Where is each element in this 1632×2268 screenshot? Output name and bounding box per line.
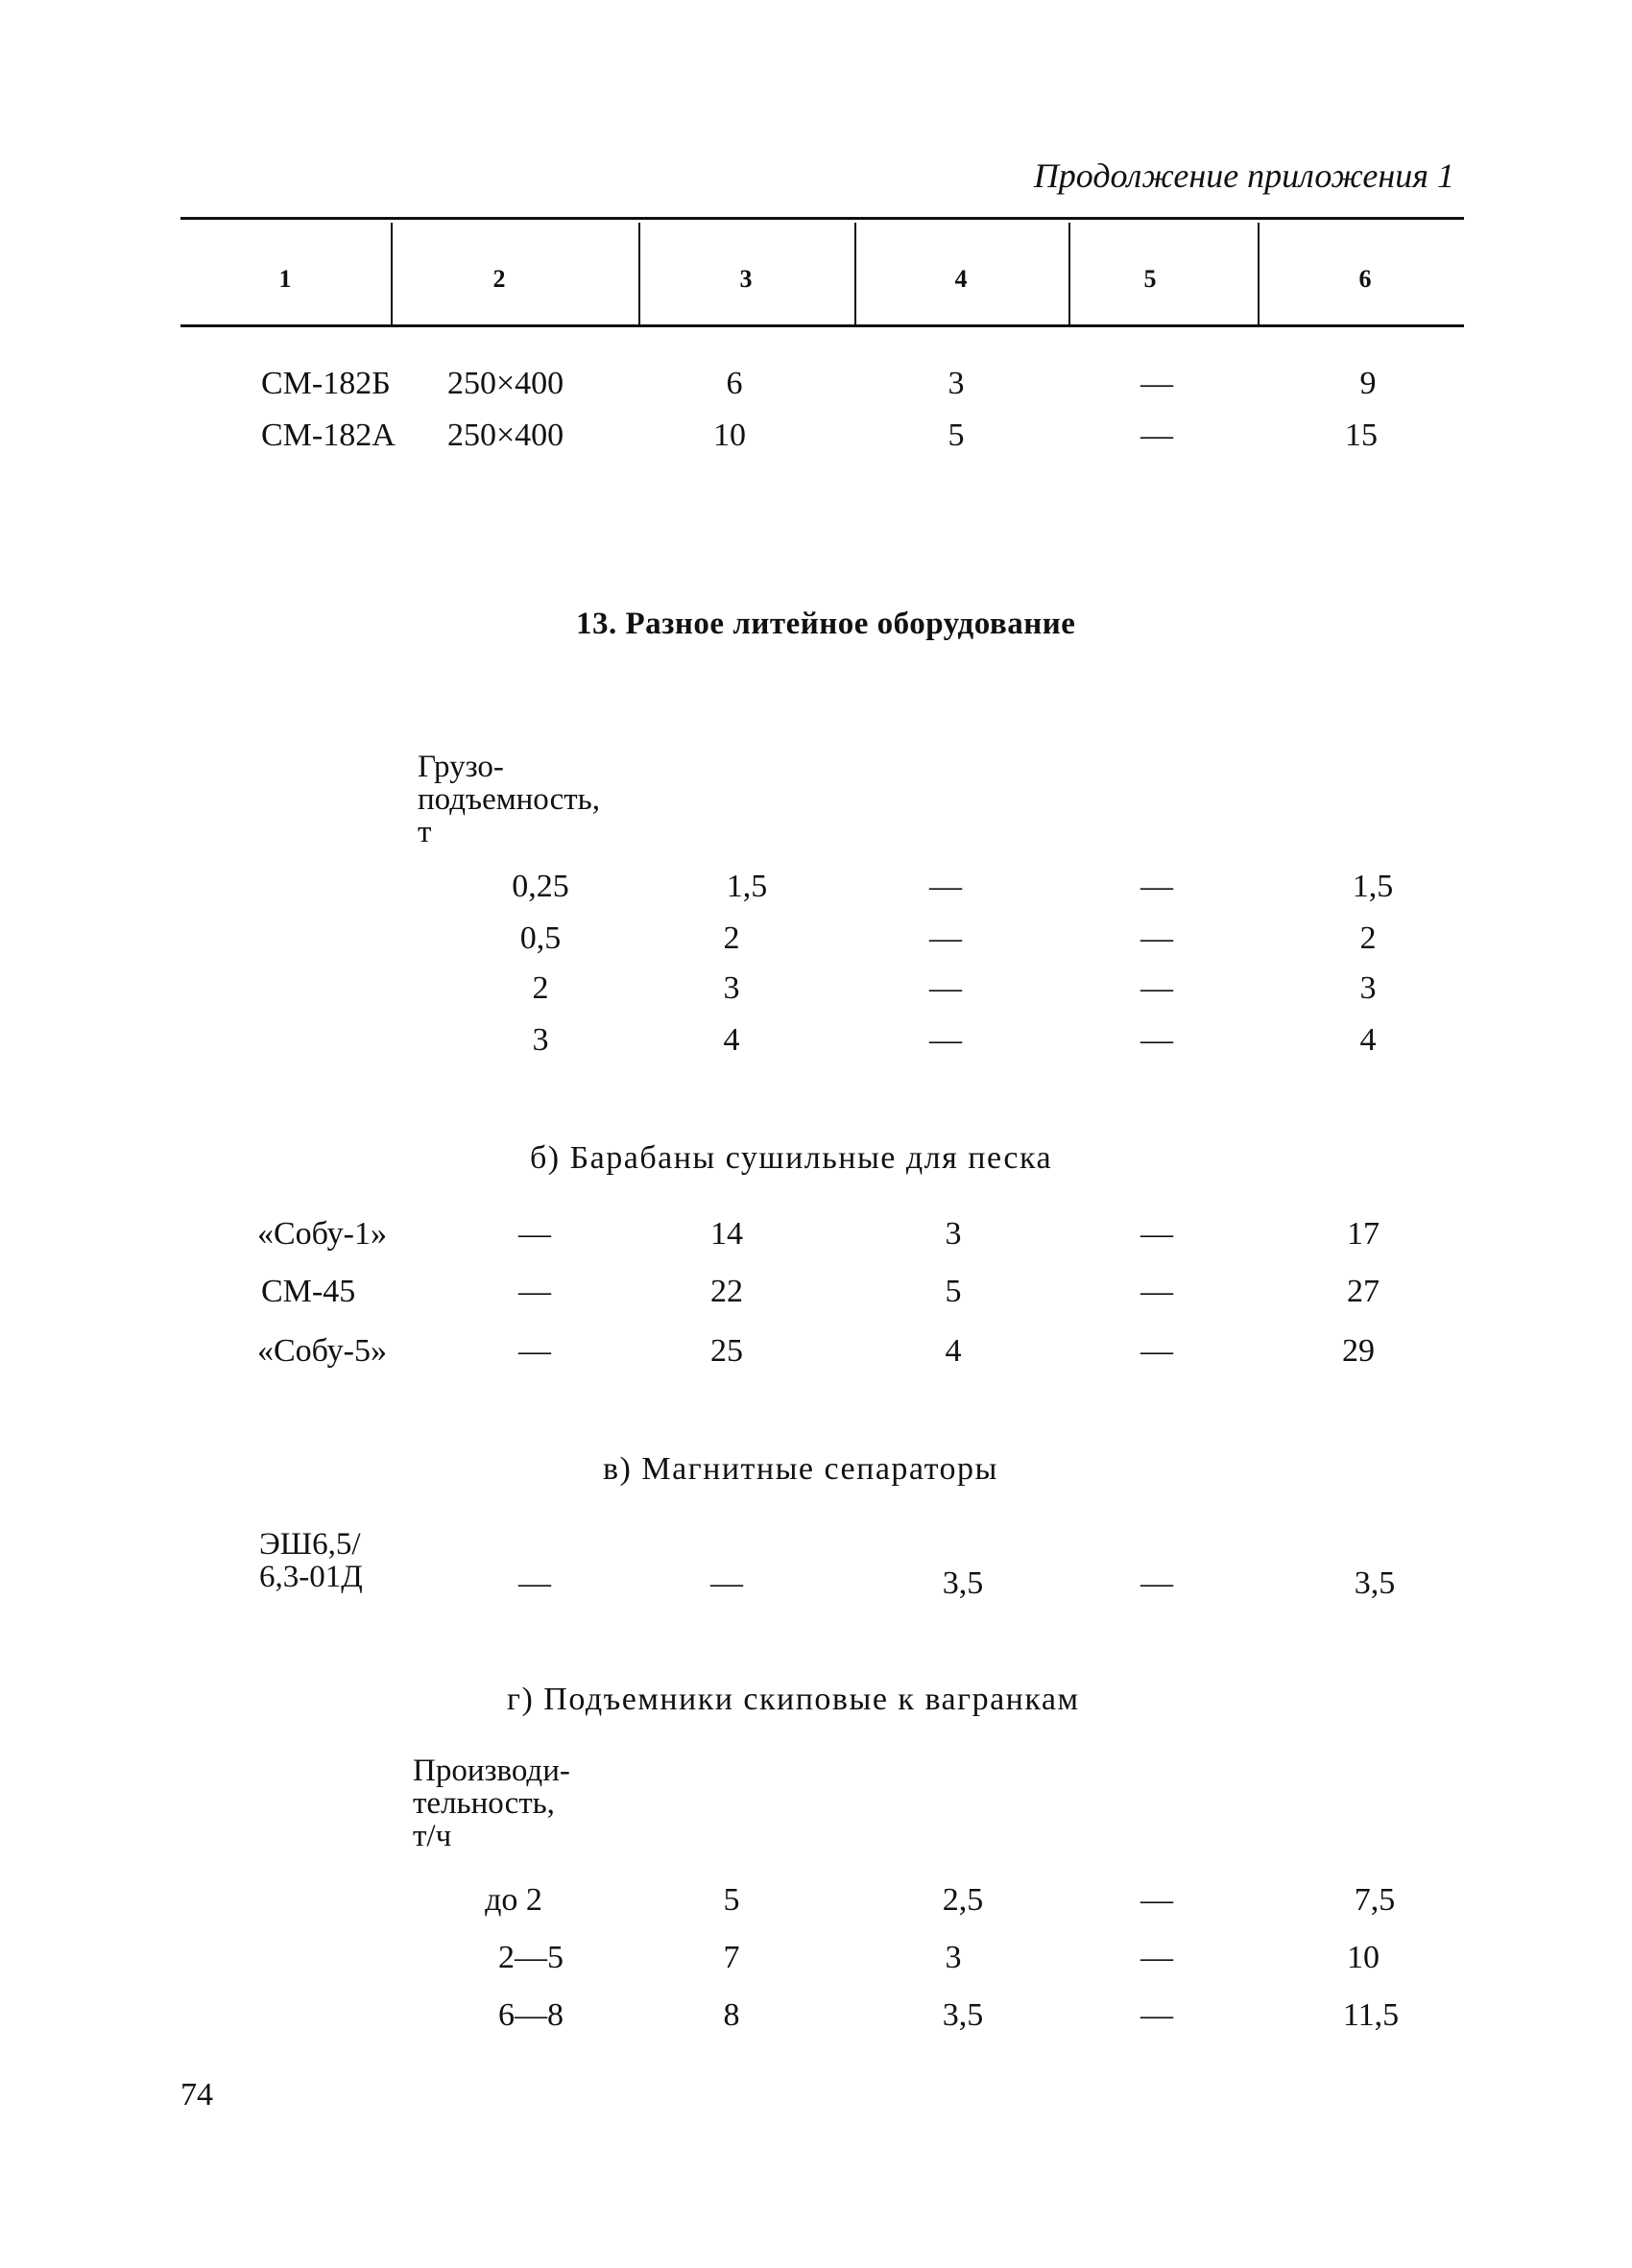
- cell-value: 22: [710, 1274, 743, 1309]
- cell-value: —: [710, 1565, 743, 1601]
- cell-value: —: [1140, 418, 1173, 453]
- cell-value: 2: [532, 970, 549, 1006]
- cell-value: 9: [1359, 366, 1377, 401]
- cell-value: 3: [945, 1216, 962, 1252]
- cell-value: 3: [723, 970, 740, 1006]
- column-header: 3: [739, 265, 753, 293]
- cell-value: 5: [945, 1274, 962, 1309]
- cell-model: «Собу-5»: [257, 1333, 388, 1369]
- cell-value: —: [518, 1216, 551, 1252]
- page-number: 74: [180, 2077, 213, 2113]
- cell-model: СМ-45: [261, 1274, 356, 1309]
- cell-value: 0,25: [512, 869, 569, 904]
- cell-value: 3: [1359, 970, 1377, 1006]
- cell-value: —: [1140, 869, 1173, 904]
- cell-value: 6: [726, 366, 743, 401]
- header-bottom-rule: [180, 324, 1464, 327]
- cell-value: 7: [723, 1940, 740, 1975]
- cell-value: 2,5: [942, 1882, 984, 1918]
- cell-model: СМ-182А: [261, 418, 396, 453]
- section-title: 13. Разное литейное оборудование: [576, 607, 1076, 641]
- cell-value: 17: [1347, 1216, 1380, 1252]
- cell-value: 4: [945, 1333, 962, 1369]
- column-divider: [638, 223, 640, 326]
- cell-size: 250×400: [447, 418, 564, 453]
- cell-value: 1,5: [726, 869, 768, 904]
- cell-value: 0,5: [519, 920, 562, 956]
- column-header: 2: [492, 265, 506, 293]
- cell-value: —: [1140, 920, 1173, 956]
- cell-value: —: [1140, 1997, 1173, 2033]
- cell-value: —: [929, 1022, 962, 1058]
- cell-value: 2—5: [498, 1940, 564, 1975]
- cell-value: —: [1140, 1274, 1173, 1309]
- cell-value: 2: [1359, 920, 1377, 956]
- cell-value: 8: [723, 1997, 740, 2033]
- column-divider: [391, 223, 393, 326]
- cell-value: до 2: [485, 1882, 542, 1918]
- cell-model: ЭШ6,5/ 6,3-01Д: [259, 1527, 363, 1594]
- cell-value: 3,5: [942, 1997, 984, 2033]
- cell-value: 4: [1359, 1022, 1377, 1058]
- cell-value: 5: [723, 1882, 740, 1918]
- column-divider: [854, 223, 856, 326]
- cell-value: —: [1140, 1022, 1173, 1058]
- cell-value: 27: [1347, 1274, 1380, 1309]
- cell-value: 29: [1342, 1333, 1375, 1369]
- cell-value: 2: [723, 920, 740, 956]
- subsection-title: в) Магнитные сепараторы: [603, 1451, 998, 1487]
- cell-value: 14: [710, 1216, 743, 1252]
- cell-value: 1,5: [1352, 869, 1394, 904]
- column-header: 6: [1358, 265, 1372, 293]
- cell-value: —: [518, 1565, 551, 1601]
- cell-model: «Собу-1»: [257, 1216, 388, 1252]
- cell-value: —: [518, 1274, 551, 1309]
- header-top-rule: [180, 217, 1464, 220]
- cell-value: 3,5: [942, 1565, 984, 1601]
- cell-value: 15: [1345, 418, 1378, 453]
- cell-value: —: [1140, 1216, 1173, 1252]
- productivity-label: Производи- тельность, т/ч: [413, 1754, 570, 1853]
- column-header: 5: [1143, 265, 1157, 293]
- cell-value: —: [1140, 970, 1173, 1006]
- cell-value: 6—8: [498, 1997, 564, 2033]
- cell-value: —: [929, 869, 962, 904]
- cell-value: —: [518, 1333, 551, 1369]
- column-header: 1: [278, 265, 292, 293]
- subsection-title: б) Барабаны сушильные для песка: [530, 1140, 1053, 1176]
- cell-value: —: [1140, 1333, 1173, 1369]
- cell-value: —: [1140, 1882, 1173, 1918]
- cell-value: —: [929, 920, 962, 956]
- cell-value: 3: [945, 1940, 962, 1975]
- cell-value: 3: [532, 1022, 549, 1058]
- subsection-title: г) Подъемники скиповые к вагранкам: [507, 1682, 1080, 1717]
- cell-value: 3,5: [1354, 1565, 1396, 1601]
- cell-value: 3: [948, 366, 965, 401]
- cell-value: —: [1140, 1565, 1173, 1601]
- column-divider: [1258, 223, 1260, 326]
- capacity-label: Грузо- подъемность, т: [418, 750, 600, 849]
- column-divider: [1068, 223, 1070, 326]
- cell-value: 7,5: [1354, 1882, 1396, 1918]
- cell-model: СМ-182Б: [261, 366, 391, 401]
- cell-size: 250×400: [447, 366, 564, 401]
- cell-value: 10: [713, 418, 746, 453]
- cell-value: 4: [723, 1022, 740, 1058]
- cell-value: 5: [948, 418, 965, 453]
- column-header: 4: [954, 265, 968, 293]
- running-head: Продолжение приложения 1: [1033, 156, 1454, 195]
- cell-value: 25: [710, 1333, 743, 1369]
- cell-value: 10: [1347, 1940, 1380, 1975]
- cell-value: 11,5: [1342, 1997, 1400, 2033]
- cell-value: —: [1140, 366, 1173, 401]
- cell-value: —: [929, 970, 962, 1006]
- cell-value: —: [1140, 1940, 1173, 1975]
